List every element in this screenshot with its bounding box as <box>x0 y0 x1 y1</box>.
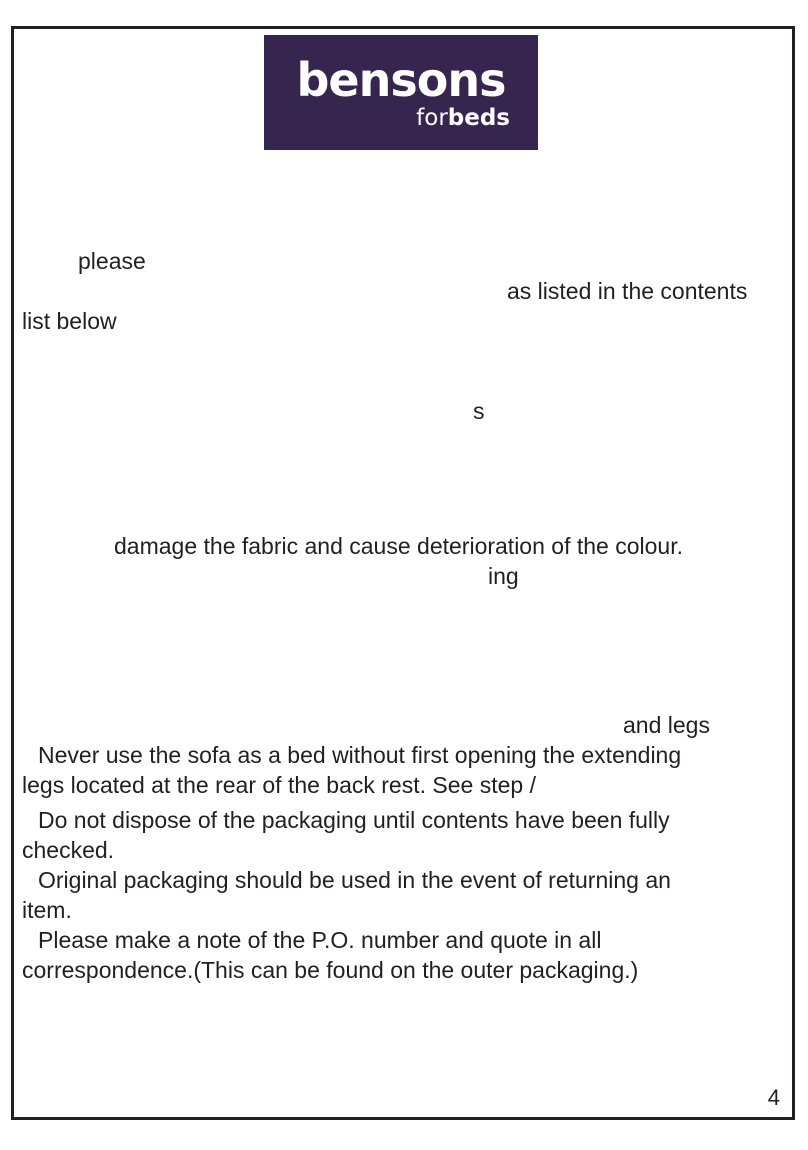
logo-beds-text: beds <box>447 105 510 131</box>
bensons-for-beds-logo <box>264 35 538 150</box>
text-note-line1: Please make a note of the P.O. number and quote in all <box>38 927 602 953</box>
logo-for-text: for <box>416 105 448 131</box>
logo-brand-text: bensons <box>296 53 506 107</box>
text-as-listed: as listed in the contents <box>507 278 748 304</box>
text-damage-fabric: damage the fabric and cause deterioration of the colour. <box>114 533 683 559</box>
text-list-below: list below <box>22 308 117 334</box>
text-dispose-line1: Do not dispose of the packaging until contents have been fully <box>38 807 670 833</box>
logo-tagline <box>416 103 510 133</box>
text-dispose-line2: checked. <box>22 837 115 863</box>
text-never-use-line1: Never use the sofa as a bed without first opening the extending <box>38 742 682 768</box>
text-please: please <box>78 248 146 274</box>
text-s: s <box>473 398 485 424</box>
page-number: 4 <box>767 1085 780 1110</box>
text-and-legs: and legs <box>623 712 710 738</box>
text-note-line2: correspondence.(This can be found on the outer packaging.) <box>22 957 639 983</box>
text-never-use-line2: legs located at the rear of the back rest. See step / <box>22 772 536 798</box>
text-original-line2: item. <box>22 897 72 923</box>
text-original-line1: Original packaging should be used in the event of returning an <box>38 867 671 893</box>
text-ing: ing <box>488 563 519 589</box>
